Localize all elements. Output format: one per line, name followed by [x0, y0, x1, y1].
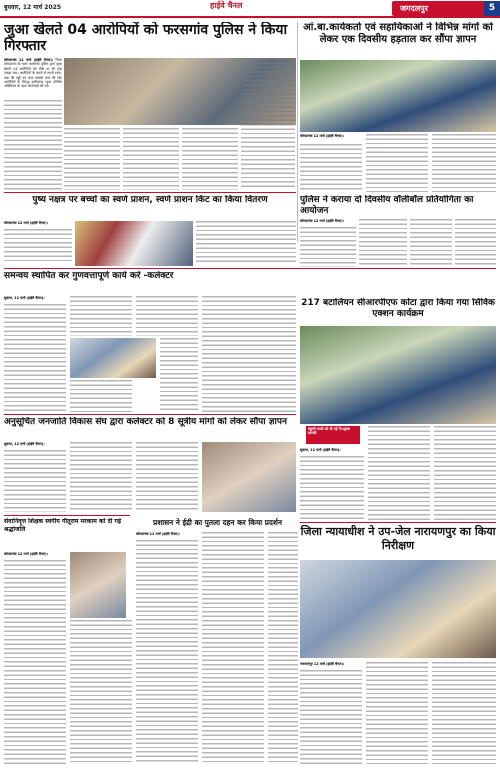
text-block — [432, 662, 496, 764]
photo-swarna-prashan — [75, 221, 193, 266]
text-block — [300, 144, 362, 192]
byline-ritual: कोण्डागांव 12 मार्च (हाईवे चैनल)। — [4, 221, 48, 225]
headline-crpf: 217 बटालियन सीआरपीएफ कोंटा द्वारा किया गया सिविक एक्शन कार्यक्रम — [301, 298, 495, 319]
text-block — [366, 134, 428, 192]
text-block — [202, 532, 264, 764]
byline-gambling: कोण्डागांव 12 मार्च (हाईवे चैनल)। — [4, 58, 54, 62]
headline-sc-sangh: अनुसूचित जनजाति विकास संघ द्वारा कलेक्टर को 8 सूत्रीय मांगों को लेकर सौंपा ज्ञापन — [4, 417, 287, 427]
section-rule — [4, 414, 296, 415]
story-sc-lead — [4, 442, 66, 450]
byline-quality: सुकमा, 12 मार्च (हाईवे चैनल)। — [4, 296, 45, 300]
section-rule — [4, 268, 496, 269]
text-block — [70, 296, 132, 336]
text-block — [300, 227, 356, 267]
photo-crpf-civic-action — [300, 326, 496, 424]
text-block — [70, 620, 132, 764]
story-jail-lead — [300, 662, 362, 670]
text-block — [70, 442, 132, 512]
headline-gambling: जुआ खेलते 04 आरोपियों को फरसगांव पुलिस ने किया गिरफ्तार — [4, 22, 288, 54]
byline-effigy: कोण्डागांव 12 मार्च (हाईवे चैनल)। — [136, 532, 180, 536]
text-block — [64, 128, 120, 190]
story-tribute-lead — [4, 552, 66, 560]
text-block — [136, 442, 198, 512]
headline-jail-inspection: जिला न्यायाधीश ने उप-जेल नारायणपुर का किया निरीक्षण — [300, 525, 496, 552]
text-block — [455, 219, 496, 267]
photo-anganwadi-protest — [300, 60, 496, 132]
text-block — [182, 128, 238, 190]
column-divider — [297, 22, 298, 242]
text-block — [434, 426, 496, 520]
text-block — [4, 304, 66, 412]
story-ritual-lead — [4, 221, 72, 229]
text-block — [4, 560, 66, 764]
text-block — [368, 426, 430, 520]
body-gambling: जिला कोण्डागांव के थाना फरसगांव पुलिस द्वारा जुआ खेलते 04 आरोपियों को मौके पर रंगे हाथ पकड़ा गया। आरोपियों के कब्जे से नगदी रकम, ताश की गड्डी एवं अन्य सामग्री जप्त की गई। आरोपियों के विरुद्ध छत्तीसगढ़ जुआ प्रतिषेध अधिनियम के तहत कार्यवाही की गई। — [4, 58, 62, 89]
text-block — [432, 134, 496, 192]
edition-city: जगदलपुर — [392, 1, 484, 16]
story-crpf-lead — [300, 448, 364, 456]
section-rule — [4, 515, 130, 516]
text-block — [4, 450, 66, 512]
headline-volleyball: पुलिस ने कराया दो दिवसीय वॉलीबॉल प्रतियोगिता का आयोजन — [300, 195, 474, 216]
byline-volleyball: कोण्डागांव 12 मार्च (हाईवे चैनल)। — [300, 219, 344, 223]
text-block — [268, 532, 298, 764]
masthead — [0, 0, 500, 18]
text-block — [410, 219, 452, 267]
photo-memorandum-handover — [202, 442, 296, 512]
text-block — [366, 662, 428, 764]
issue-date: बुधवार, 12 मार्च 2025 — [4, 4, 62, 11]
paper-name: हाईवे चैनल — [210, 1, 243, 10]
text-block — [160, 338, 198, 412]
photo-collector-meeting — [70, 338, 156, 378]
byline-crpf: सुकमा, 12 मार्च (हाईवे चैनल)। — [300, 448, 341, 452]
photo-late-teacher — [70, 552, 126, 618]
story-effigy-lead — [136, 532, 198, 540]
crpf-photo-caption: स्कूली बच्चों को दी गई नि:शुल्क सामग्री — [306, 426, 360, 444]
text-block — [300, 670, 362, 764]
text-block — [70, 380, 132, 412]
text-block — [136, 296, 198, 336]
story-strike-lead — [300, 134, 362, 144]
headline-strike: आं.बा.कार्यकर्ता एवं सहायिकाओं ने विभिन्न मांगों को लेकर एक दिवसीय हड़ताल कर सौंपा ज्ञापन — [303, 22, 493, 45]
text-block — [123, 128, 179, 190]
text-block — [300, 456, 364, 520]
text-block — [136, 540, 198, 764]
page-number: 5 — [484, 1, 500, 16]
text-block — [196, 221, 296, 265]
headline-quality: समन्वय स्थापित कर गुणवत्तापूर्ण कार्य करें -कलेक्टर — [4, 271, 174, 281]
headline-effigy: प्रशासन ने ईद्री का पुतला दहन कर किया प्रदर्शन — [152, 518, 283, 527]
section-rule — [300, 522, 496, 523]
byline-jail: नारायणपुर 12 मार्च (हाईवे चैनल)। — [300, 662, 345, 666]
text-block — [359, 219, 407, 267]
text-block — [241, 58, 295, 190]
byline-tribute: कोण्डागांव 12 मार्च (हाईवे चैनल)। — [4, 552, 48, 556]
text-block — [4, 229, 72, 263]
headline-tribute: सेवानिवृत्त शिक्षक स्वर्गीय गीतूराम मरकाम को दी गई श्रद्धांजलि — [4, 518, 122, 533]
byline-strike: कोण्डागांव 12 मार्च (हाईवे चैनल)। — [300, 134, 344, 138]
text-block — [4, 100, 62, 190]
headline-ritual: पुष्य नक्षत्र पर बच्चों का स्वर्ण प्राशन, स्वर्ण प्राशन किट का किया वितरण — [32, 195, 268, 205]
story-volleyball-lead — [300, 219, 356, 227]
photo-jail-inspection — [300, 560, 496, 658]
section-rule — [4, 192, 296, 193]
story-quality-lead — [4, 296, 66, 304]
byline-sc: सुकमा, 12 मार्च (हाईवे चैनल)। — [4, 442, 45, 446]
text-block — [202, 296, 296, 412]
